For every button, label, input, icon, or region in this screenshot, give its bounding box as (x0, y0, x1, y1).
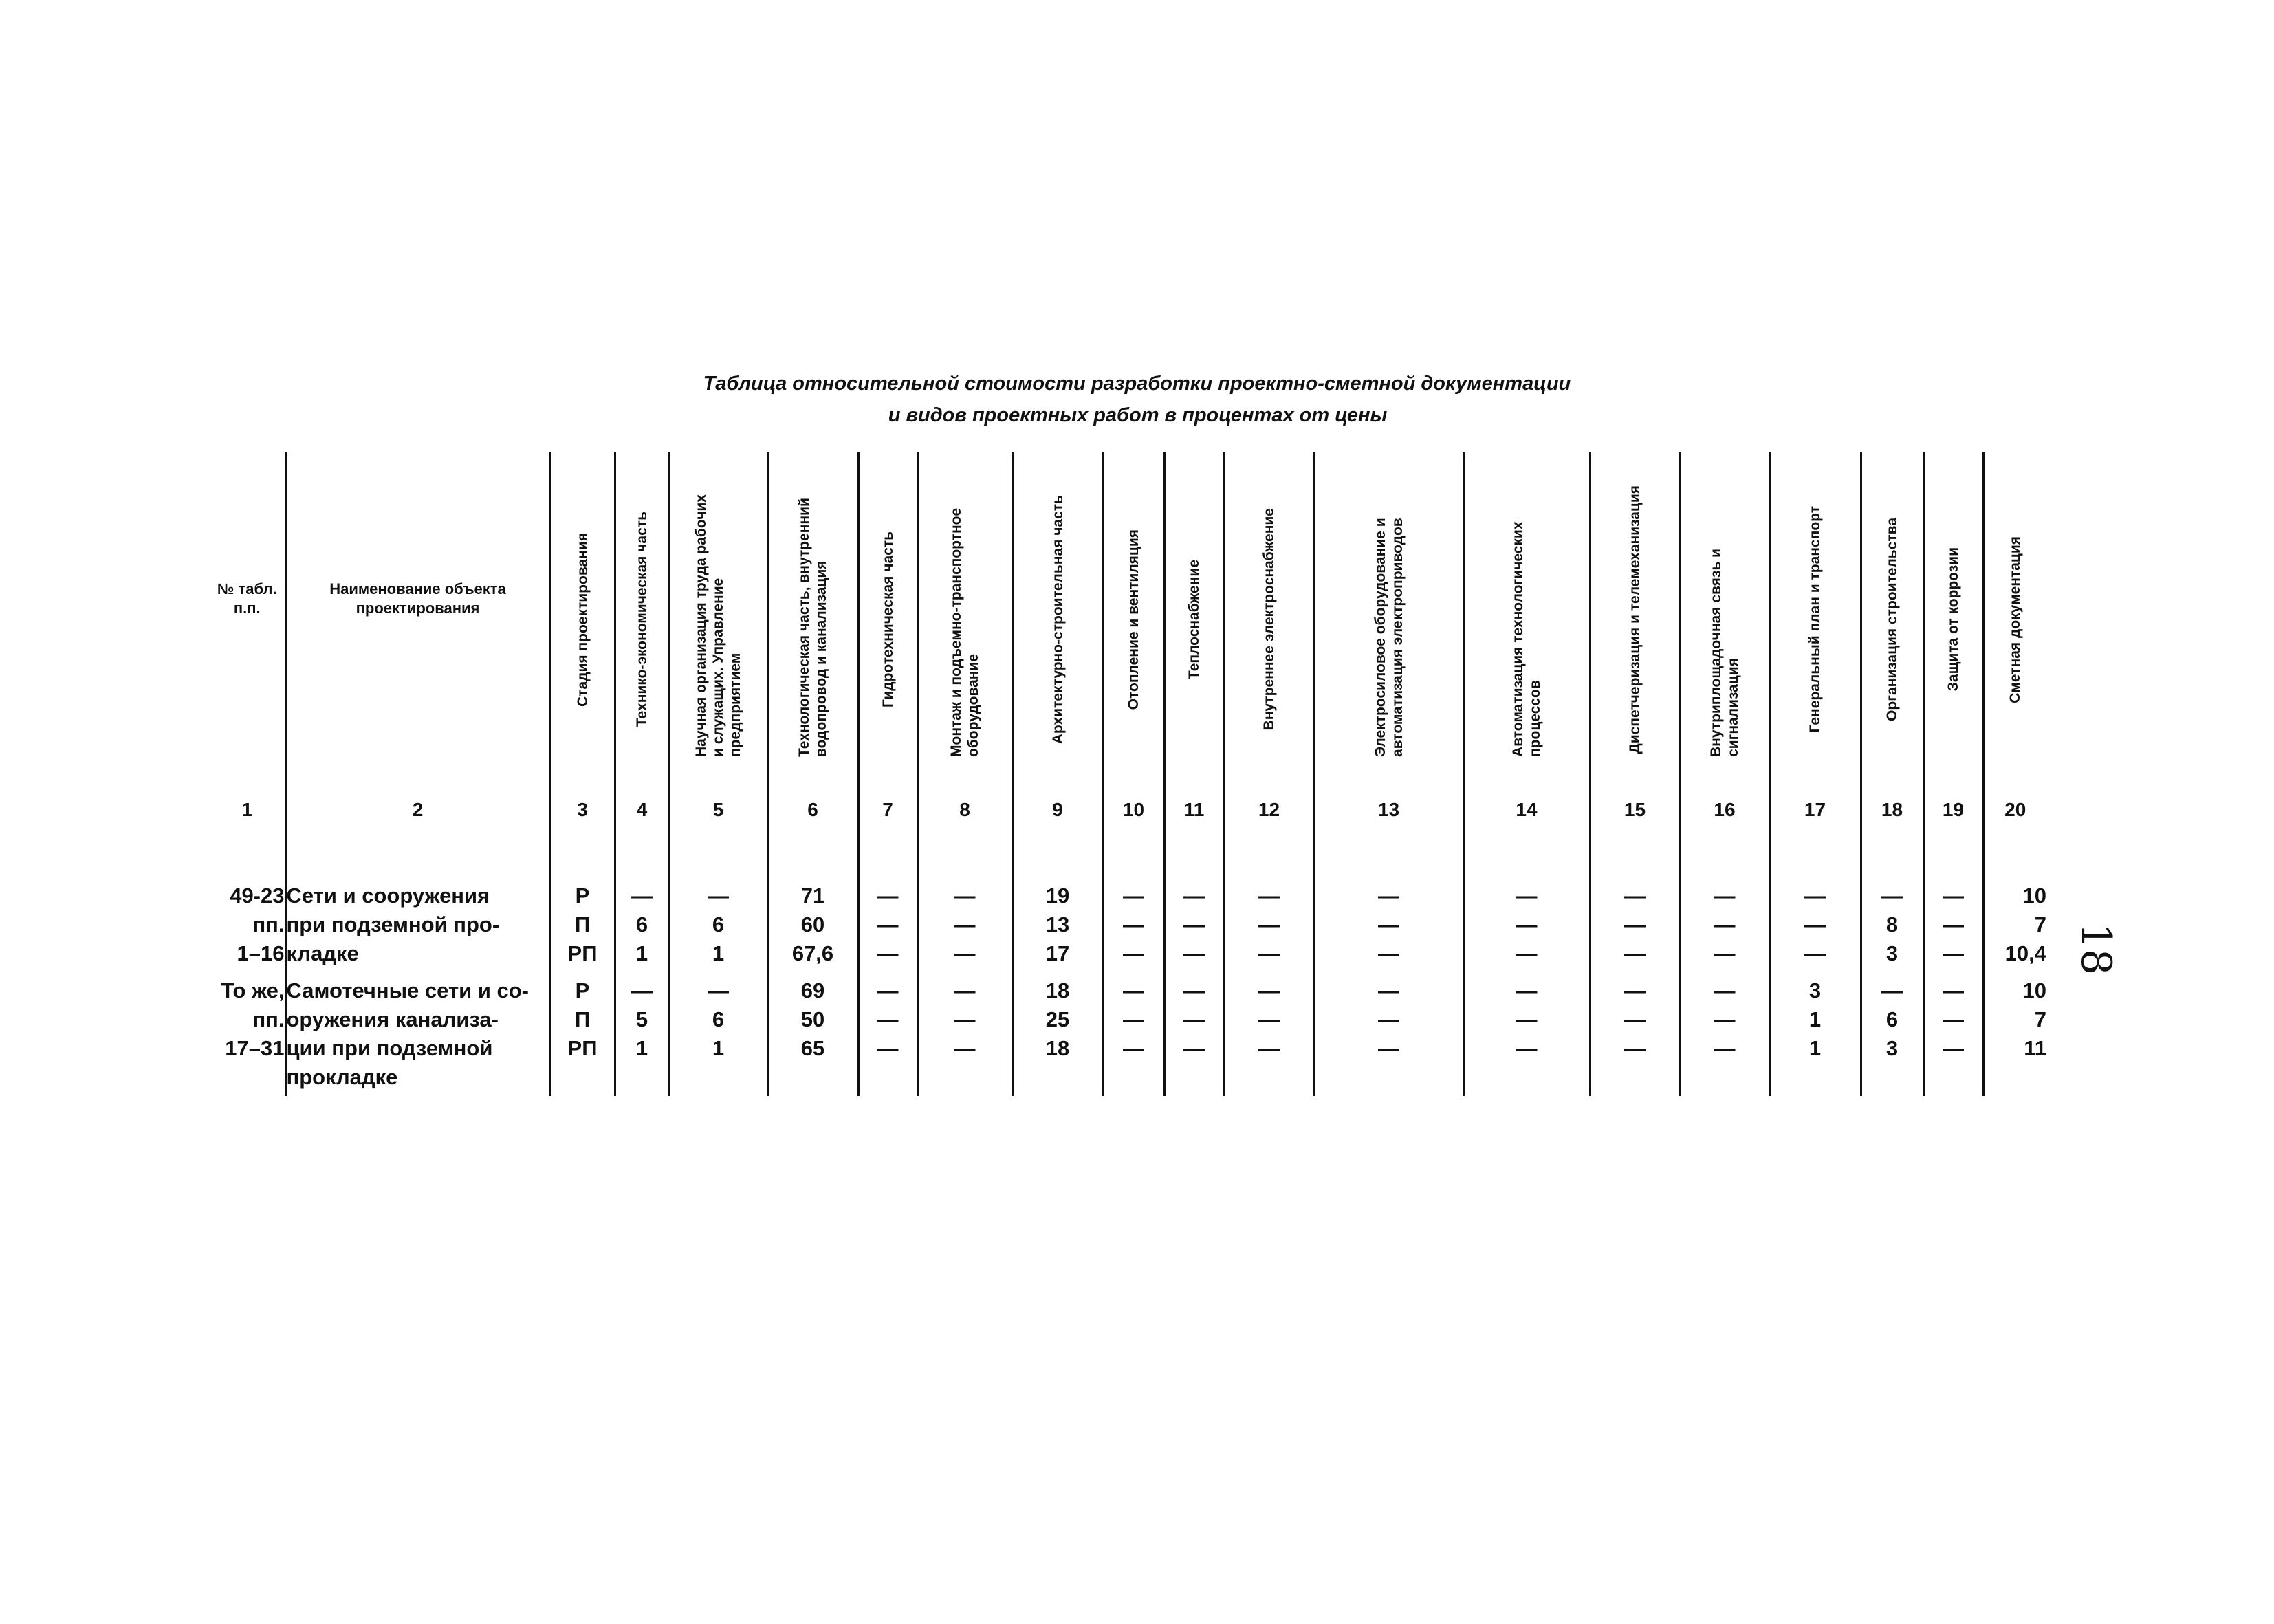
stage-value: Р (575, 884, 590, 908)
column-header-12 (1224, 452, 1314, 787)
percent-value: 3 (1885, 941, 1899, 965)
reference-line: 17–31 (225, 1036, 285, 1060)
gap-cell (1590, 968, 1680, 976)
percent-value: 6 (1885, 1007, 1899, 1031)
column-number: 19 (1923, 787, 1983, 833)
column-header-label: № табл. п.п. (217, 580, 277, 617)
percent-value: — (1378, 941, 1399, 965)
percent-value: 1 (712, 941, 725, 965)
object-name-cell (285, 881, 550, 968)
value-cell (1463, 976, 1590, 1092)
percent-value: — (1516, 978, 1538, 1002)
gap-cell (1923, 968, 1983, 976)
spacer-cell (1861, 833, 1923, 881)
gap-cell (285, 968, 550, 976)
column-number: 20 (1983, 787, 2046, 833)
percent-value: — (1804, 941, 1826, 965)
spacer-cell (1224, 833, 1314, 881)
column-header-5 (669, 452, 767, 787)
column-header-14 (1463, 452, 1590, 787)
percent-value: 7 (2034, 1007, 2046, 1031)
column-header-label: Генеральный план и транспорт (1807, 506, 1823, 733)
gap-cell (615, 968, 669, 976)
percent-value: — (877, 1036, 899, 1060)
percent-value: — (708, 884, 729, 908)
column-header-11 (1164, 452, 1224, 787)
percent-value: 1 (1808, 1036, 1822, 1060)
percent-value: 10 (2022, 978, 2046, 1002)
percent-value: — (631, 884, 653, 908)
percent-value: — (1943, 884, 1964, 908)
percent-value: — (1624, 941, 1646, 965)
value-cell (917, 881, 1012, 968)
percent-value: — (1804, 884, 1826, 908)
value-cell (1923, 881, 1983, 968)
percent-value: — (1943, 941, 1964, 965)
page-title (0, 368, 2274, 431)
table-row (210, 976, 2046, 1092)
value-cell (1861, 881, 1923, 968)
percent-value: — (1516, 884, 1538, 908)
gap-cell (1861, 968, 1923, 976)
value-cell (1861, 976, 1923, 1092)
percent-value: 60 (800, 912, 825, 936)
percent-value: — (1943, 912, 1964, 936)
table-row (210, 881, 2046, 968)
value-cell (1983, 976, 2046, 1092)
percent-value: — (954, 1036, 976, 1060)
percent-value: 1 (712, 1036, 725, 1060)
column-number: 12 (1224, 787, 1314, 833)
value-cell (1164, 976, 1224, 1092)
object-name-line: Самотечные сети и со- (286, 978, 529, 1002)
percent-value: — (1714, 941, 1736, 965)
column-number: 14 (1463, 787, 1590, 833)
spacer-cell (1590, 833, 1680, 881)
percent-value: — (1714, 884, 1736, 908)
tail-cell (285, 1092, 550, 1096)
tail-cell (1769, 1092, 1861, 1096)
spacer-cell (917, 833, 1012, 881)
percent-value: 10 (2022, 884, 2046, 908)
gap-cell (1012, 968, 1103, 976)
spacer-cell (615, 833, 669, 881)
column-header-label: Стадия проектирования (574, 532, 591, 707)
value-cell (1012, 976, 1103, 1092)
column-header-label: Автоматизация технологических процессов (1510, 521, 1543, 757)
percent-value: — (1123, 884, 1144, 908)
column-number: 18 (1861, 787, 1923, 833)
column-header-4 (615, 452, 669, 787)
percent-value: 13 (1045, 912, 1070, 936)
tail-cell (210, 1092, 285, 1096)
column-number: 4 (615, 787, 669, 833)
percent-value: 7 (2034, 912, 2046, 936)
column-header-label: Защита от коррозии (1945, 547, 1961, 692)
percent-value: 1 (1808, 1007, 1822, 1031)
percent-value: 25 (1045, 1007, 1070, 1031)
reference-line: То же, (221, 978, 285, 1002)
column-header-20 (1983, 452, 2046, 787)
spacer-cell (1314, 833, 1463, 881)
column-header-18 (1861, 452, 1923, 787)
stage-value: П (574, 912, 591, 936)
gap-cell (1164, 968, 1224, 976)
spacer-cell (1103, 833, 1164, 881)
stage-value: Р (575, 978, 590, 1002)
column-number: 5 (669, 787, 767, 833)
percent-value: 6 (712, 912, 725, 936)
tail-cell (1861, 1092, 1923, 1096)
column-header-16 (1680, 452, 1769, 787)
tail-cell (1164, 1092, 1224, 1096)
reference-line: пп. (252, 1007, 285, 1031)
tail-cell (1314, 1092, 1463, 1096)
percent-value: — (1123, 1036, 1144, 1060)
column-header-label: Сметная документация (2007, 536, 2024, 703)
percent-value: 1 (635, 1036, 648, 1060)
object-name-line: кладке (286, 941, 359, 965)
spacer-cell (669, 833, 767, 881)
column-header-1 (210, 452, 285, 787)
column-header-label: Монтаж и подъемно-транспортное оборудование (948, 507, 981, 757)
percent-value: — (1183, 912, 1205, 936)
column-header-19 (1923, 452, 1983, 787)
percent-value: 1 (635, 941, 648, 965)
percent-value: — (877, 978, 899, 1002)
percent-value: — (1123, 1007, 1144, 1031)
column-header-8 (917, 452, 1012, 787)
column-number: 15 (1590, 787, 1680, 833)
percent-value: — (1714, 1007, 1736, 1031)
percent-value: 3 (1808, 978, 1822, 1002)
percent-value: — (1258, 1036, 1280, 1060)
percent-value: — (1881, 884, 1903, 908)
value-cell (669, 881, 767, 968)
tail-cell (858, 1092, 917, 1096)
tail-cell (615, 1092, 669, 1096)
tail-cell (1103, 1092, 1164, 1096)
column-number: 10 (1103, 787, 1164, 833)
percent-value: — (1714, 912, 1736, 936)
tail-cell (1590, 1092, 1680, 1096)
percent-value: — (1516, 912, 1538, 936)
reference-line: 49-23 (230, 884, 285, 908)
value-cell (1983, 881, 2046, 968)
percent-value: — (1714, 978, 1736, 1002)
column-header-label: Гидротехническая часть (879, 531, 896, 707)
object-name-cell (285, 976, 550, 1092)
gap-cell (1463, 968, 1590, 976)
percent-value: 11 (2024, 1036, 2046, 1060)
percent-value: 71 (800, 884, 825, 908)
spacer-cell (858, 833, 917, 881)
percent-value: — (1804, 912, 1826, 936)
column-header-label: Организация строительства (1884, 518, 1900, 721)
value-cell (1103, 881, 1164, 968)
column-number: 13 (1314, 787, 1463, 833)
cost-table (210, 452, 2046, 1096)
percent-value: — (631, 978, 653, 1002)
percent-value: 6 (712, 1007, 725, 1031)
percent-value: 5 (635, 1007, 648, 1031)
percent-value: — (954, 912, 976, 936)
spacer-cell (1983, 833, 2046, 881)
tail-cell (669, 1092, 767, 1096)
percent-value: 18 (1045, 1036, 1070, 1060)
value-cell (1923, 976, 1983, 1092)
percent-value: — (1378, 1007, 1399, 1031)
spacer-cell (550, 833, 615, 881)
column-number: 2 (285, 787, 550, 833)
percent-value: 19 (1045, 884, 1070, 908)
value-cell (1224, 881, 1314, 968)
percent-value: — (708, 978, 729, 1002)
value-cell (767, 881, 858, 968)
percent-value: — (1258, 978, 1280, 1002)
gap-cell (210, 968, 285, 976)
gap-cell (669, 968, 767, 976)
column-number: 9 (1012, 787, 1103, 833)
tail-cell (1012, 1092, 1103, 1096)
stage-cell (550, 976, 615, 1092)
object-name-line: прокладке (286, 1065, 398, 1089)
value-cell (858, 881, 917, 968)
stage-value: РП (567, 941, 598, 965)
spacer-cell (1463, 833, 1590, 881)
percent-value: — (1258, 912, 1280, 936)
percent-value: 17 (1045, 941, 1070, 965)
table-reference-cell (210, 881, 285, 968)
percent-value: — (1258, 884, 1280, 908)
column-number: 16 (1680, 787, 1769, 833)
column-header-label: Отопление и вентиляция (1126, 529, 1141, 710)
object-name-line: Сети и сооружения (286, 884, 490, 908)
stage-value: РП (567, 1036, 598, 1060)
percent-value: — (954, 884, 976, 908)
column-header-label: Технико-экономическая часть (634, 512, 650, 727)
column-number: 3 (550, 787, 615, 833)
percent-value: — (1183, 978, 1205, 1002)
percent-value: — (877, 1007, 899, 1031)
percent-value: — (1624, 1036, 1646, 1060)
title-line-1: Таблица относительной стоимости разработки проектно-сметной документации (703, 373, 1571, 395)
spacer-cell (210, 833, 285, 881)
gap-cell (1224, 968, 1314, 976)
spacer-cell (1680, 833, 1769, 881)
value-cell (1314, 881, 1463, 968)
percent-value: — (1378, 1036, 1399, 1060)
value-cell (1769, 881, 1861, 968)
gap-cell (917, 968, 1012, 976)
percent-value: — (1881, 978, 1903, 1002)
column-header-10 (1103, 452, 1164, 787)
tail-cell (1983, 1092, 2046, 1096)
percent-value: 18 (1045, 978, 1070, 1002)
value-cell (1012, 881, 1103, 968)
column-number: 1 (241, 799, 253, 820)
gap-cell (1983, 968, 2046, 976)
percent-value: — (954, 1007, 976, 1031)
value-cell (767, 976, 858, 1092)
gap-cell (1680, 968, 1769, 976)
gap-cell (1314, 968, 1463, 976)
column-header-label: Электросиловое оборудование и автоматизация электроприводов (1372, 518, 1406, 757)
percent-value: — (1183, 1007, 1205, 1031)
object-name-line: ции при подземной (286, 1036, 493, 1060)
column-header-3 (550, 452, 615, 787)
percent-value: — (1624, 912, 1646, 936)
value-cell (1680, 976, 1769, 1092)
percent-value: — (1624, 1007, 1646, 1031)
value-cell (1463, 881, 1590, 968)
value-cell (669, 976, 767, 1092)
percent-value: — (1516, 941, 1538, 965)
percent-value: — (877, 912, 899, 936)
column-header-label: Внутриплощадочная связь и сигнализация (1708, 549, 1741, 757)
percent-value: — (877, 941, 899, 965)
percent-value: — (1183, 884, 1205, 908)
value-cell (615, 976, 669, 1092)
reference-line: пп. (252, 912, 285, 936)
column-header-6 (767, 452, 858, 787)
percent-value: — (1123, 941, 1144, 965)
column-header-label: Наименование объекта проектирования (329, 580, 506, 617)
percent-value: — (1943, 1007, 1964, 1031)
column-number: 8 (917, 787, 1012, 833)
column-header-label: Архитектурно-строительная часть (1049, 494, 1066, 745)
column-header-13 (1314, 452, 1463, 787)
value-cell (858, 976, 917, 1092)
percent-value: — (1123, 978, 1144, 1002)
percent-value: 65 (800, 1036, 825, 1060)
percent-value: — (1183, 941, 1205, 965)
gap-cell (550, 968, 615, 976)
gap-cell (767, 968, 858, 976)
percent-value: — (1943, 1036, 1964, 1060)
column-header-label: Научная организация труда рабочих и служащих. Управление предприятием (693, 494, 743, 757)
percent-value: — (1378, 978, 1399, 1002)
spacer-cell (285, 833, 550, 881)
tail-cell (550, 1092, 615, 1096)
column-header-label: Технологическая часть, внутренний водопровод и канализация (796, 498, 829, 757)
column-header-7 (858, 452, 917, 787)
column-header-label: Внутреннее электроснабжение (1261, 508, 1277, 731)
stage-value: П (574, 1007, 591, 1031)
title-line-2: и видов проектных работ в процентах от цены (888, 404, 1388, 426)
stage-cell (550, 881, 615, 968)
percent-value: — (1516, 1007, 1538, 1031)
percent-value: 67,6 (791, 941, 834, 965)
percent-value: 3 (1885, 1036, 1899, 1060)
spacer-cell (1923, 833, 1983, 881)
tail-cell (1463, 1092, 1590, 1096)
tail-cell (917, 1092, 1012, 1096)
column-number: 7 (858, 787, 917, 833)
gap-cell (1769, 968, 1861, 976)
percent-value: 8 (1885, 912, 1899, 936)
percent-value: — (1183, 1036, 1205, 1060)
percent-value: — (1378, 884, 1399, 908)
percent-value: — (954, 978, 976, 1002)
page-number: 18 (2072, 922, 2121, 976)
value-cell (1590, 976, 1680, 1092)
percent-value: — (1123, 912, 1144, 936)
table-reference-cell (210, 976, 285, 1092)
percent-value: — (1714, 1036, 1736, 1060)
value-cell (1164, 881, 1224, 968)
percent-value: 10,4 (2004, 941, 2046, 965)
spacer-cell (1164, 833, 1224, 881)
tail-cell (767, 1092, 858, 1096)
percent-value: — (1258, 1007, 1280, 1031)
tail-cell (1923, 1092, 1983, 1096)
percent-value: — (877, 884, 899, 908)
percent-value: — (1943, 978, 1964, 1002)
object-name-line: при подземной про- (286, 912, 500, 936)
column-number: 6 (767, 787, 858, 833)
percent-value: — (1378, 912, 1399, 936)
gap-cell (1103, 968, 1164, 976)
spacer-cell (1012, 833, 1103, 881)
value-cell (917, 976, 1012, 1092)
percent-value: — (1258, 941, 1280, 965)
percent-value: — (1624, 884, 1646, 908)
reference-line: 1–16 (237, 941, 285, 965)
value-cell (615, 881, 669, 968)
value-cell (1769, 976, 1861, 1092)
column-number: 11 (1164, 787, 1224, 833)
percent-value: 69 (800, 978, 825, 1002)
percent-value: 50 (800, 1007, 825, 1031)
spacer-cell (1769, 833, 1861, 881)
value-cell (1314, 976, 1463, 1092)
column-number: 17 (1769, 787, 1861, 833)
column-header-15 (1590, 452, 1680, 787)
percent-value: — (954, 941, 976, 965)
percent-value: — (1516, 1036, 1538, 1060)
percent-value: — (1624, 978, 1646, 1002)
gap-cell (858, 968, 917, 976)
spacer-cell (767, 833, 858, 881)
value-cell (1224, 976, 1314, 1092)
tail-cell (1680, 1092, 1769, 1096)
value-cell (1590, 881, 1680, 968)
column-header-17 (1769, 452, 1861, 787)
object-name-line: оружения канализа- (286, 1007, 499, 1031)
column-header-9 (1012, 452, 1103, 787)
value-cell (1103, 976, 1164, 1092)
column-header-2 (285, 452, 550, 787)
value-cell (1680, 881, 1769, 968)
column-header-label: Теплоснабжение (1186, 559, 1202, 680)
tail-cell (1224, 1092, 1314, 1096)
column-header-label: Диспетчеризация и телемеханизация (1627, 485, 1643, 754)
percent-value: 6 (635, 912, 648, 936)
